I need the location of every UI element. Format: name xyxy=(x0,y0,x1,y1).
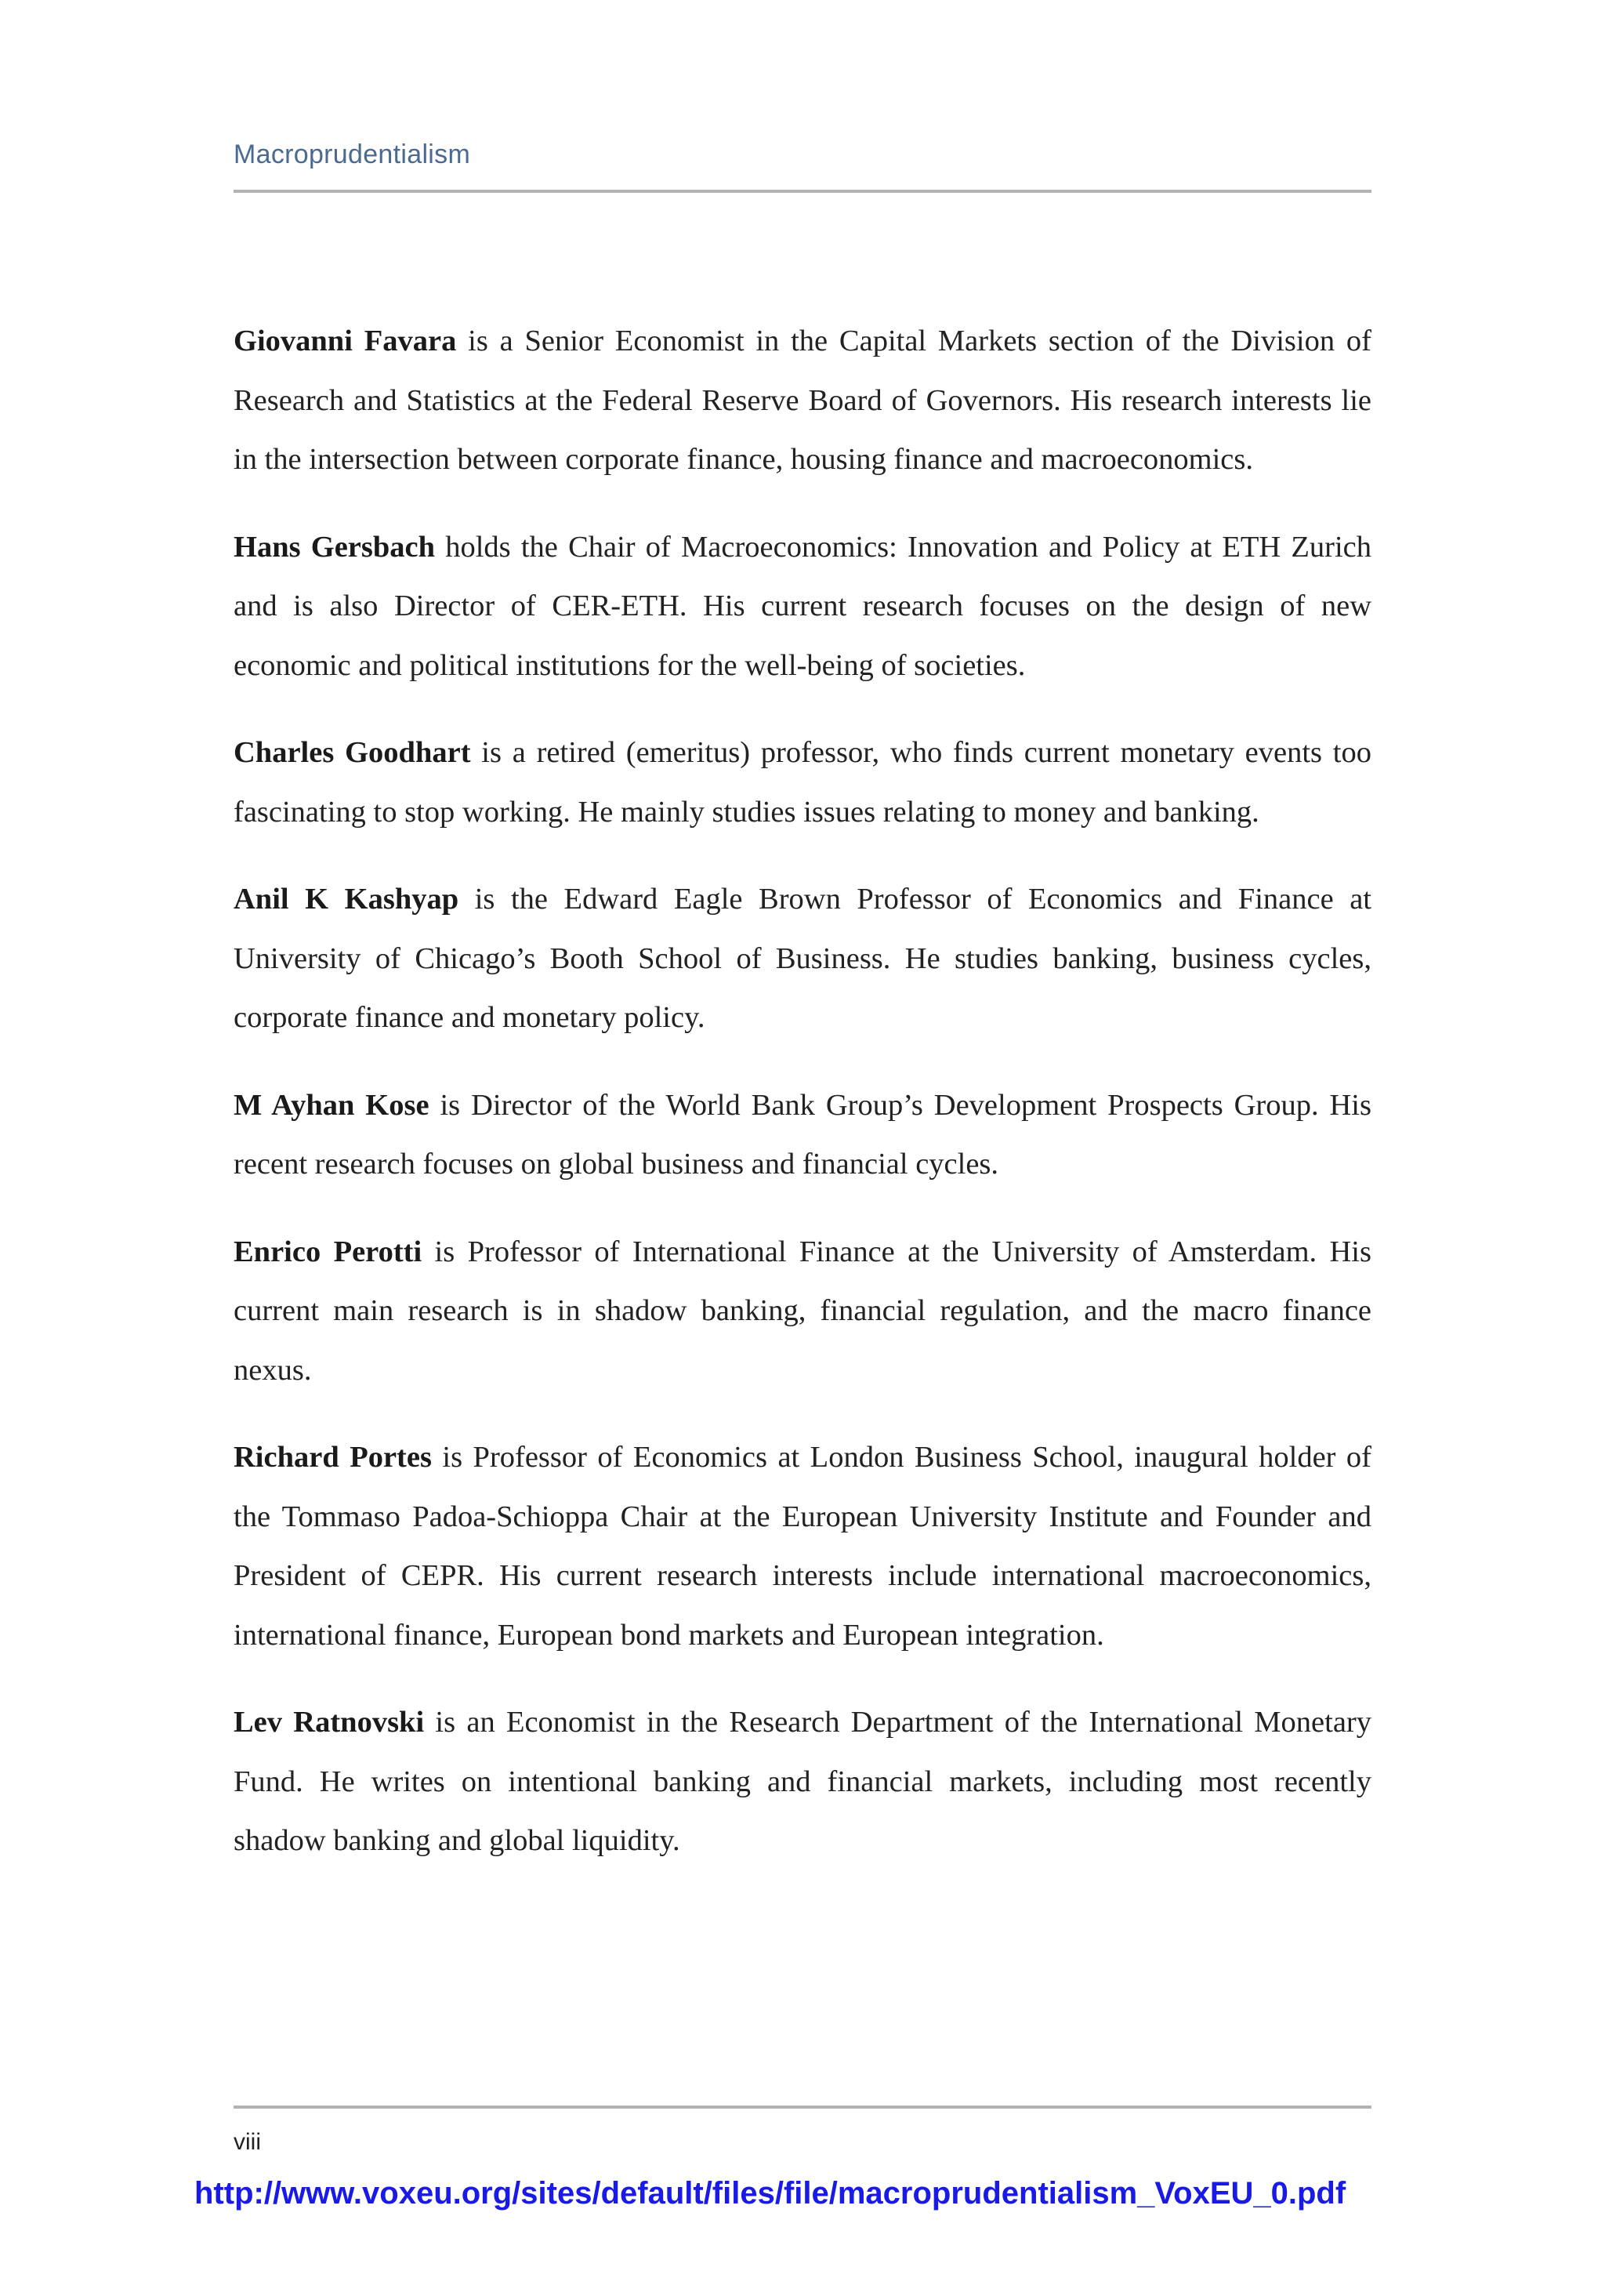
bio-name: Richard Portes xyxy=(234,1441,432,1474)
bio-text: is Director of the World Bank Group’s Development Prospects Group. His recent research focuses on global business and financial cycles. xyxy=(234,1088,1371,1181)
footer-divider xyxy=(234,2106,1371,2109)
bio-name: Anil K Kashyap xyxy=(234,883,459,916)
bio-paragraph xyxy=(234,1428,1371,1665)
bio-text: is the Edward Eagle Brown Professor of Economics and Finance at University of Chicago’s Booth School of Business. He studies banking, business cycles, corporate finance and monetary policy. xyxy=(234,883,1371,1034)
bio-paragraph xyxy=(234,312,1371,490)
contributor-bios xyxy=(234,312,1371,1899)
bio-text: is Professor of Economics at London Business School, inaugural holder of the Tommaso Padoa-Schioppa Chair at the European University Institute and Founder and President of CEPR. His current research interests include international macroeconomics, international finance, European bond markets and European integration. xyxy=(234,1441,1371,1652)
bio-text: holds the Chair of Macroeconomics: Innovation and Policy at ETH Zurich and is also Director of CER-ETH. His current research focuses on the design of new economic and political institutions for the well-being of societies. xyxy=(234,530,1371,682)
bio-text: is an Economist in the Research Department of the International Monetary Fund. He writes on intentional banking and financial markets, including most recently shadow banking and global liquidity. xyxy=(234,1706,1371,1857)
bio-name: Giovanni Favara xyxy=(234,325,457,357)
bio-paragraph xyxy=(234,870,1371,1048)
bio-paragraph xyxy=(234,724,1371,842)
bio-name: Charles Goodhart xyxy=(234,736,471,769)
page-number: viii xyxy=(234,2129,261,2155)
bio-text: is a retired (emeritus) professor, who finds current monetary events too fascinating to stop working. He mainly studies issues relating to money and banking. xyxy=(234,736,1371,829)
bio-text: is Professor of International Finance at the University of Amsterdam. His current main research is in shadow banking, financial regulation, and the macro finance nexus. xyxy=(234,1235,1371,1387)
bio-name: Hans Gersbach xyxy=(234,530,436,564)
source-url-link[interactable]: http://www.voxeu.org/sites/default/files/file/macroprudentialism_VoxEU_0.pdf xyxy=(194,2176,1346,2211)
bio-name: Enrico Perotti xyxy=(234,1235,422,1268)
bio-text: is a Senior Economist in the Capital Markets section of the Division of Research and Statistics at the Federal Reserve Board of Governors. His research interests lie in the intersection between corporate finance, housing finance and macroeconomics. xyxy=(234,325,1371,476)
running-header xyxy=(234,140,1371,193)
bio-name: M Ayhan Kose xyxy=(234,1088,429,1122)
bio-paragraph xyxy=(234,1223,1371,1401)
bio-name: Lev Ratnovski xyxy=(234,1706,425,1739)
bio-paragraph xyxy=(234,1076,1371,1195)
bio-paragraph xyxy=(234,518,1371,696)
running-header-title: Macroprudentialism xyxy=(234,140,471,169)
bio-paragraph xyxy=(234,1693,1371,1871)
